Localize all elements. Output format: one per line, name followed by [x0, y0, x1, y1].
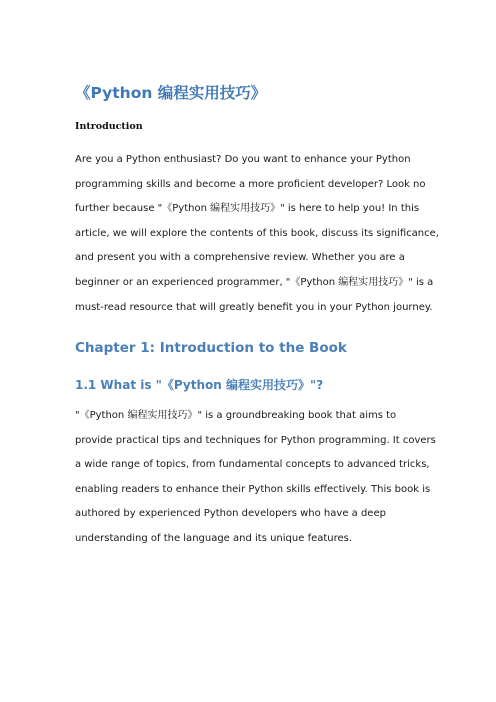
chapter-heading: Chapter 1: Introduction to the Book	[75, 340, 347, 356]
paragraph-line: authored by experienced Python developers who have a deep	[75, 508, 386, 520]
paragraph-line: a wide range of topics, from fundamental concepts to advanced tricks,	[75, 459, 430, 471]
paragraph-line: "《Python 编程实用技巧》" is a groundbreaking book that aims to	[75, 410, 397, 421]
section-heading: 1.1 What is "《Python 编程实用技巧》"?	[75, 378, 324, 392]
paragraph-line: enabling readers to enhance their Python skills effectively. This book is	[75, 483, 431, 495]
paragraph-line: further because "《Python 编程实用技巧》" is here to help you! In this	[75, 203, 420, 215]
paragraph-line: understanding of the language and its unique features.	[75, 532, 353, 544]
paragraph-line: Are you a Python enthusiast? Do you want to enhance your Python	[75, 154, 411, 165]
section-paragraph	[75, 404, 436, 552]
introduction-paragraph	[75, 148, 439, 320]
paragraph-line: programming skills and become a more proficient developer? Look no	[75, 178, 426, 190]
paragraph-line: beginner or an experienced programmer, "《Python 编程实用技巧》" is a	[75, 276, 434, 288]
paragraph-line: provide practical tips and techniques for Python programming. It covers	[75, 434, 436, 446]
document-title: 《Python 编程实用技巧》	[75, 84, 267, 102]
paragraph-line: article, we will explore the contents of this book, discuss its significance,	[75, 227, 439, 239]
paragraph-line: and present you with a comprehensive review. Whether you are a	[75, 252, 405, 264]
paragraph-line: must-read resource that will greatly benefit you in your Python journey.	[75, 301, 433, 313]
introduction-heading: Introduction	[75, 121, 143, 132]
